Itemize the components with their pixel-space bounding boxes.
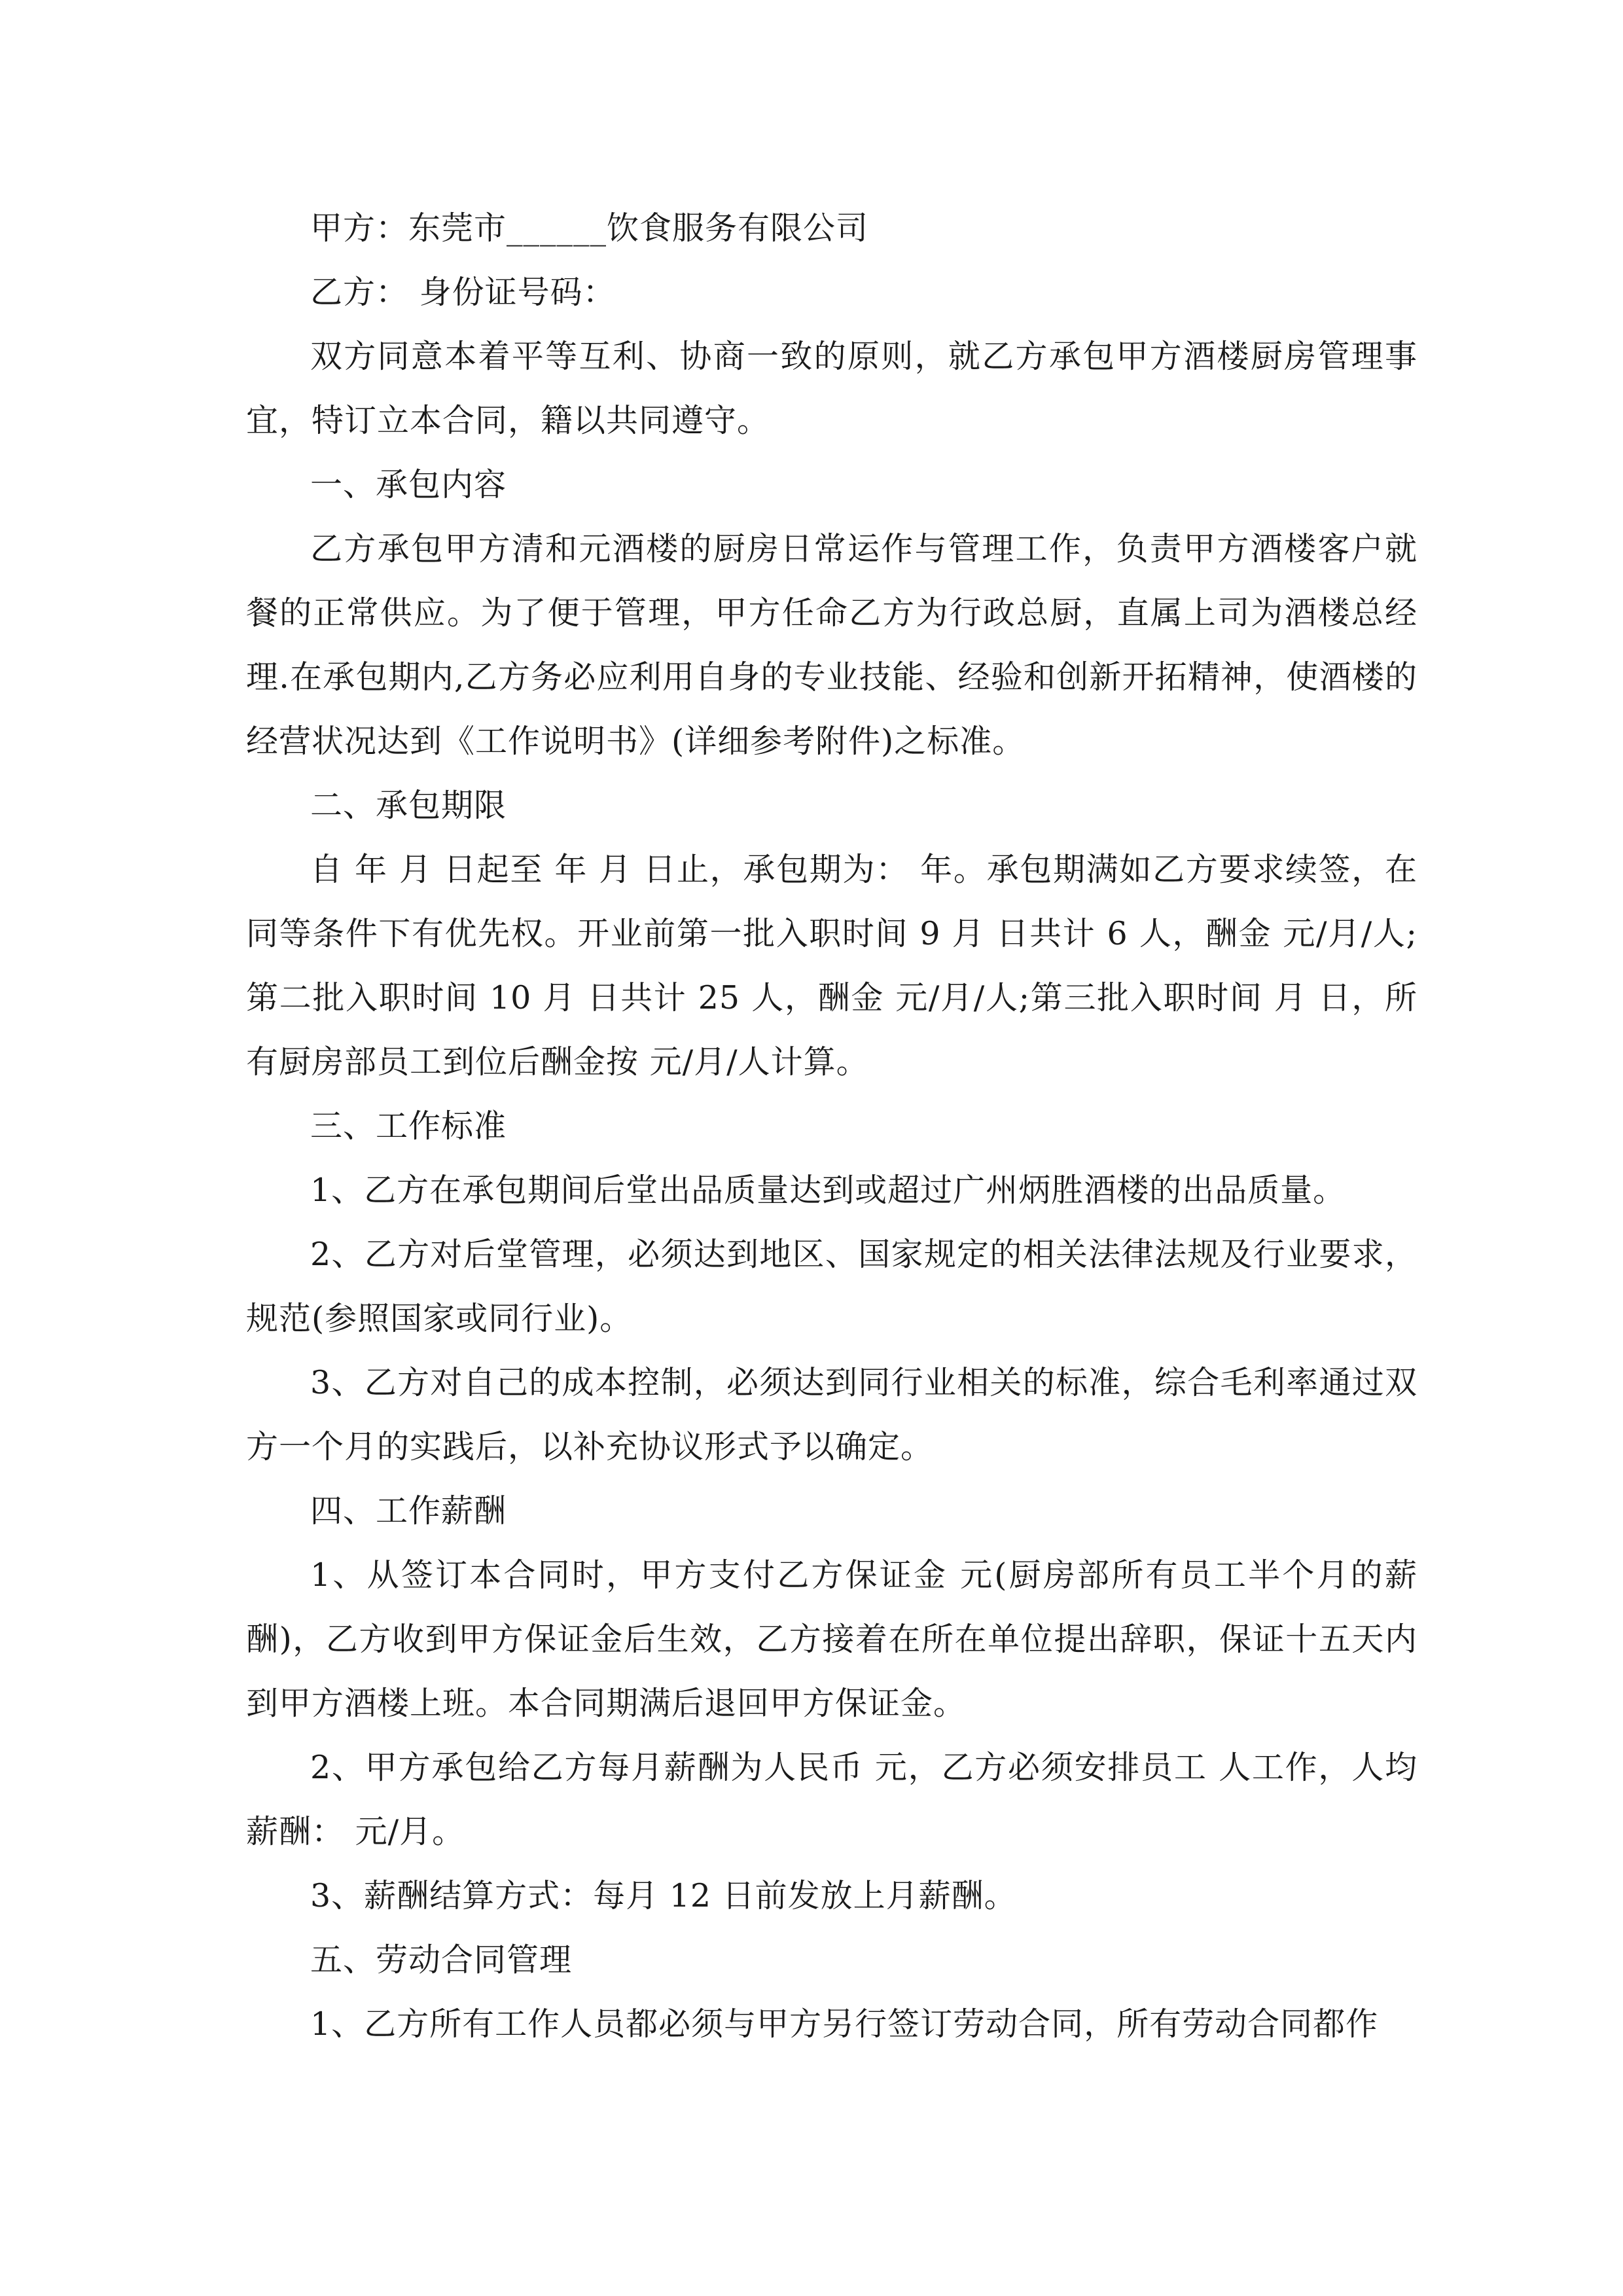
section5-paragraph-1: 1、乙方所有工作人员都必须与甲方另行签订劳动合同，所有劳动合同都作 (310, 2005, 1379, 2043)
section4-paragraph-1: 1、从签订本合同时，甲方支付乙方保证金 元(厨房部所有员工半个月的薪酬)，乙方收到甲方保证金后生效，乙方接着在所在单位提出辞职，保证十五天内到甲方酒楼上班。本合同期满后退回甲方保证金。 (246, 1556, 1418, 1722)
party-a-line: 甲方：东莞市______饮食服务有限公司 (310, 209, 869, 247)
contract-body (246, 196, 1418, 2056)
intro-paragraph: 双方同意本着平等互利、协商一致的原则，就乙方承包甲方酒楼厨房管理事宜，特订立本合同，籍以共同遵守。 (246, 338, 1418, 439)
section1-paragraph-1: 乙方承包甲方清和元酒楼的厨房日常运作与管理工作，负责甲方酒楼客户就餐的正常供应。为了便于管理，甲方任命乙方为行政总厨，直属上司为酒楼总经理.在承包期内,乙方务必应利用自身的专业技能、经验和创新开拓精神，使酒楼的经营状况达到《工作说明书》(详细参考附件)之标准。 (246, 530, 1418, 760)
section4-paragraph-2: 2、甲方承包给乙方每月薪酬为人民币 元，乙方必须安排员工 人工作，人均薪酬： 元/月。 (246, 1749, 1418, 1850)
section-heading-work-compensation: 四、工作薪酬 (310, 1492, 507, 1530)
section-heading-contracting-content: 一、承包内容 (310, 466, 507, 503)
section3-paragraph-1: 1、乙方在承包期间后堂出品质量达到或超过广州炳胜酒楼的出品质量。 (310, 1172, 1346, 1209)
section2-paragraph-1: 自 年 月 日起至 年 月 日止，承包期为： 年。承包期满如乙方要求续签，在同等条件下有优先权。开业前第一批入职时间 9 月 日共计 6 人，酬金 元/月/人;第二批入职时间 10 月 日共计 25 人，酬金 元/月/人;第三批入职时间 月 日，所有厨房部员工到位后酬金按 元/月/人计算。 (246, 851, 1418, 1081)
party-b-line: 乙方： 身份证号码： (310, 274, 616, 311)
section3-paragraph-2: 2、乙方对后堂管理，必须达到地区、国家规定的相关法律法规及行业要求，规范(参照国家或同行业)。 (246, 1236, 1418, 1337)
section4-paragraph-3: 3、薪酬结算方式：每月 12 日前发放上月薪酬。 (310, 1877, 1017, 1914)
section-heading-work-standards: 三、工作标准 (310, 1107, 507, 1145)
section-heading-labor-contract-management: 五、劳动合同管理 (310, 1941, 573, 1979)
section-heading-contract-term: 二、承包期限 (310, 787, 507, 824)
section3-paragraph-3: 3、乙方对自己的成本控制，必须达到同行业相关的标准，综合毛利率通过双方一个月的实践后，以补充协议形式予以确定。 (246, 1364, 1418, 1465)
